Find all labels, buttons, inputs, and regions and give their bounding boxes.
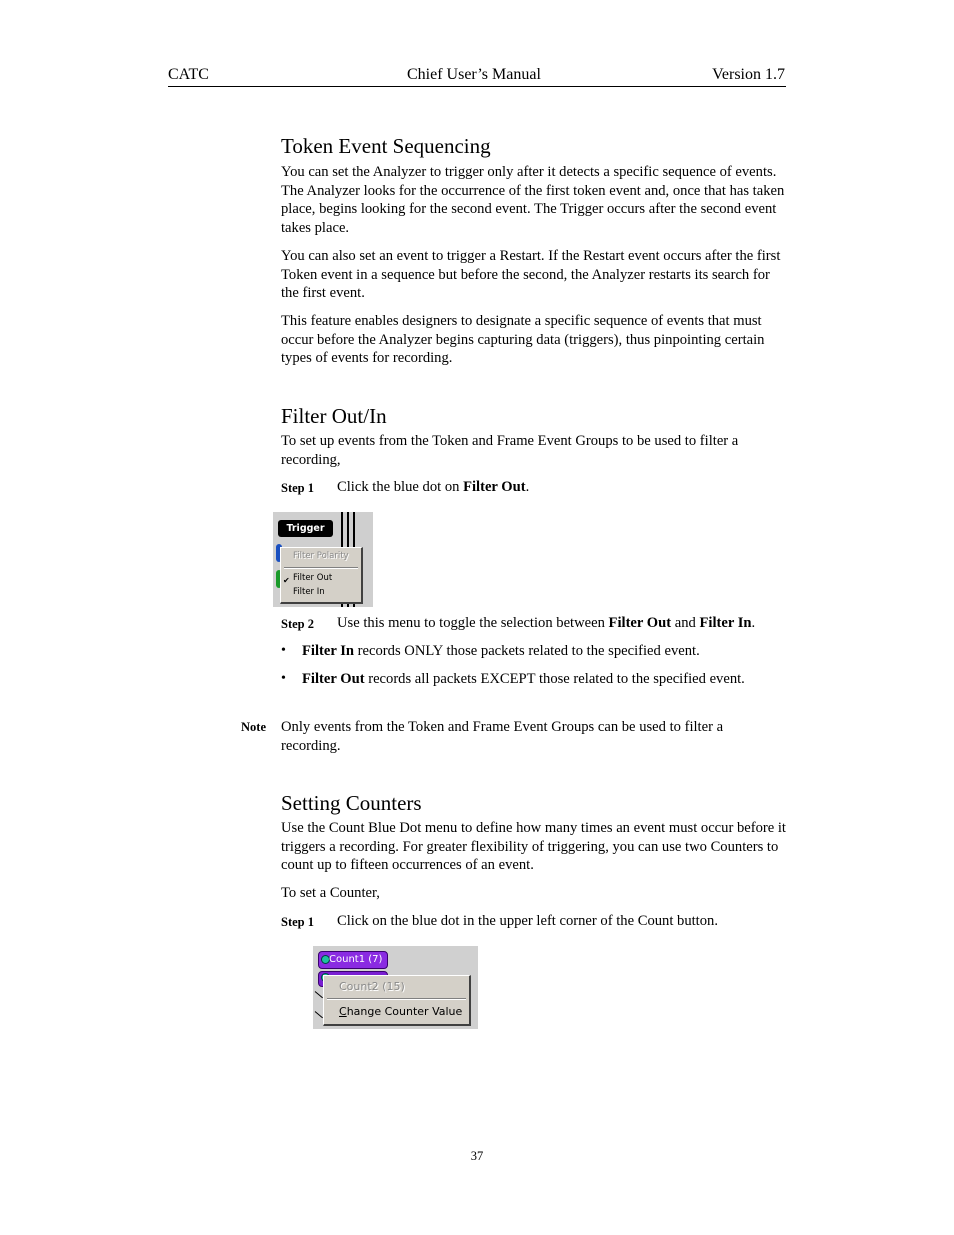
paragraph: You can set the Analyzer to trigger only after it detects a specific sequence of events. The Analyzer looks for the occurrence of the first token event and, once that has taken place, begins looking for the second event. The Trigger occurs after the second event takes place. [281,164,785,237]
connector-line [315,1011,323,1018]
step-text: Click on the blue dot in the upper left corner of the Count button. [337,913,718,929]
counter-menu-screenshot [313,946,478,1029]
checkmark-icon: ✔ [283,576,290,585]
header-rule [168,86,786,87]
menu-item-filter-in[interactable]: Filter In [293,587,325,597]
menu-item-filter-out[interactable]: Filter Out [293,573,333,583]
step-text: Use this menu to toggle the selection between Filter Out and Filter In. [337,615,756,631]
count-button[interactable]: Count1 (7) [318,951,388,969]
paragraph: You can also set an event to trigger a Restart. If the Restart event occurs after the first Token event in a sequence but before the second, the Analyzer restarts its search for the first event. [281,248,781,302]
paragraph: To set a Counter, [281,885,380,901]
paragraph: This feature enables designers to designate a specific sequence of events that must occur before the Analyzer begins capturing data (triggers), thus pinpointing certain types of events for recording. [281,313,765,367]
menu-item-change-counter-value[interactable]: Change Counter Value [339,1005,463,1018]
filter-context-menu [280,547,363,604]
filter-menu-screenshot [273,512,373,607]
menu-item-filter-polarity: Filter Polarity [293,551,349,561]
bullet-item: Filter In records ONLY those packets related to the specified event. [302,643,700,659]
bullet-icon: • [281,671,286,686]
page-number: 37 [470,1149,484,1163]
bullet-icon: • [281,643,286,658]
trigger-button[interactable]: Trigger [278,520,333,537]
connector-line [315,991,323,998]
section-title-filter-out-in: Filter Out/In [281,404,387,428]
paragraph: To set up events from the Token and Frame Event Groups to be used to filter a recording, [281,433,739,468]
menu-separator [327,998,466,1000]
header-left: CATC [168,66,209,83]
step-label: Step 1 [281,915,314,929]
step-label: Step 1 [281,481,314,495]
step-text: Click the blue dot on Filter Out. [337,479,530,495]
header-version: Version 1.7 [712,66,785,83]
step-label: Step 2 [281,617,314,631]
paragraph: Use the Count Blue Dot menu to define how many times an event must occur before it triggers a recording. For greater flexibility of triggering, you can use two Counters to count up to fifteen occurrences of an event. [281,820,786,874]
counter-context-menu [323,975,471,1026]
section-title-setting-counters: Setting Counters [281,791,422,815]
note-text: Only events from the Token and Frame Event Groups can be used to filter a recording. [281,719,724,754]
header-title: Chief User’s Manual [407,66,541,83]
bullet-item: Filter Out records all packets EXCEPT those related to the specified event. [302,671,745,687]
menu-separator [284,567,358,569]
section-title-token-event-sequencing: Token Event Sequencing [281,134,491,158]
menu-item-count2: Count2 (15) [339,980,405,993]
note-label: Note [241,720,266,734]
